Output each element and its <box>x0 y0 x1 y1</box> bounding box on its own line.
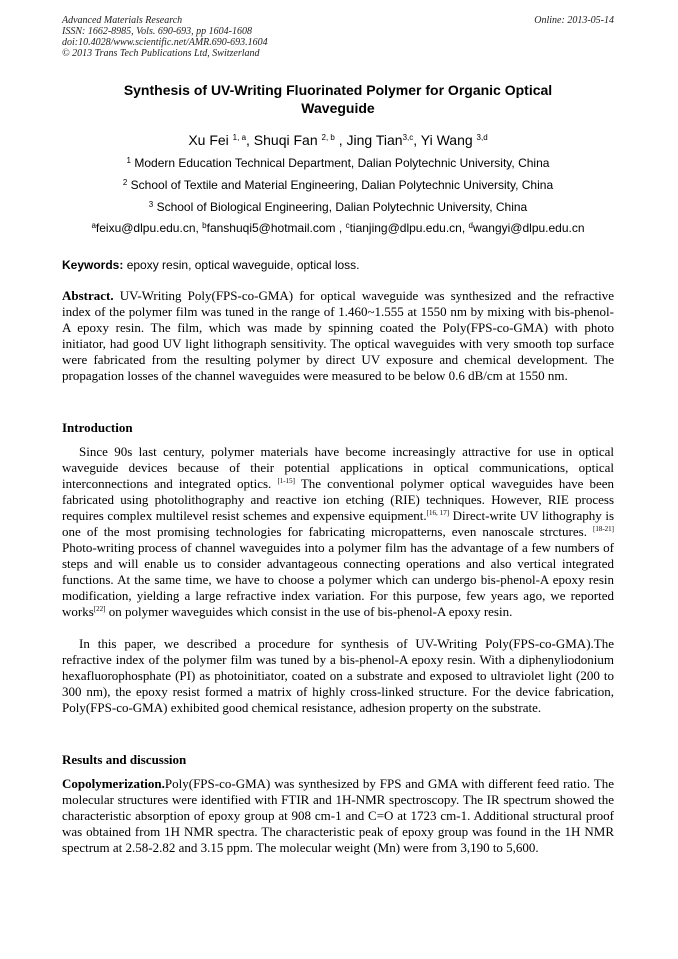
affiliation-text: School of Textile and Material Engineering, Dalian Polytechnic University, China <box>130 178 554 192</box>
journal-copyright: © 2013 Trans Tech Publications Ltd, Switzerland <box>62 48 260 59</box>
email-link[interactable]: fanshuqi5@hotmail.com <box>206 221 336 235</box>
journal-header <box>62 15 268 59</box>
journal-name: Advanced Materials Research <box>62 15 183 26</box>
introduction-paragraph-1 <box>62 444 614 620</box>
author-list: Xu Fei $^{1, a}$, Shuqi Fan $^{2, b}$ , Jing Tian$^{3,c}$, Yi Wang $^{3,d}$ <box>188 132 488 148</box>
affiliation <box>62 178 614 192</box>
email-link[interactable]: tianjing@dlpu.edu.cn <box>349 221 462 235</box>
paragraph-text: Poly(FPS-co-GMA) was synthesized by FPS and GMA with different feed ratio. The molecular structures were identified with FTIR and 1H-NMR spectroscopy. The IR spectrum showed the characteristic absorption of epoxy group at 908 cm-1 and C=O at 1723 cm-1. Additional structural proof was obtained from 1H NMR spectra. The characteristic peak of epoxy group was found in the 1H NMR spectrum at 2.58-2.82 and 3.15 ppm. The molecular weight (Mn) were from 3,190 to 5,600. <box>62 776 614 855</box>
journal-doi: doi:10.4028/www.scientific.net/AMR.690-693.1604 <box>62 37 268 48</box>
author-affiliation-marker: 3,d <box>476 133 488 142</box>
affiliation-number: 2 <box>122 178 128 187</box>
author-affiliation-marker: 3,c <box>402 133 414 142</box>
author-affiliation-marker: 1, a <box>232 133 247 142</box>
journal-issn: ISSN: 1662-8985, Vols. 690-693, pp 1604-1608 <box>62 26 252 37</box>
citation-ref: [18-21] <box>593 525 614 533</box>
results-paragraph <box>62 776 614 856</box>
email-marker: d <box>468 221 473 230</box>
affiliation-number: 1 <box>126 156 131 165</box>
citation-ref: [22] <box>93 605 106 613</box>
section-heading-results: Results and discussion <box>62 752 187 767</box>
paragraph-text: Photo-writing process of channel waveguides into a polymer film has the advantage of a few numbers of steps and will enable us to consider advantageous connecting operations and also vertical integrated functions. At the same time, we have to choose a polymer which can undergo bis-phenol-A epoxy resin modification, yielding a large refractive index variation. For this purpose, few years ago, we reported works <box>62 540 614 619</box>
author-name: Jing Tian <box>346 132 403 148</box>
section-heading-introduction: Introduction <box>62 420 133 435</box>
abstract <box>62 288 614 384</box>
affiliation <box>62 200 614 214</box>
subsection-label: Copolymerization. <box>62 776 165 791</box>
affiliation <box>62 156 614 170</box>
introduction-paragraph-2: In this paper, we described a procedure for synthesis of UV-Writing Poly(FPS-co-GMA).The refractive index of the polymer film was tuned by a bis-phenol-A epoxy resin. With a diphenyliodonium hexafluorophosphate (PI) as photoinitiator, coated on a substrate and exposed to ultraviolet light (200 to 300 nm), the epoxy resist formed a matrix of highly cross-linked structure. For the device fabrication, Poly(FPS-co-GMA) exhibited good chemical resistance, adhesion property on the substrate. <box>62 636 614 715</box>
author-name: Shuqi Fan <box>253 132 318 148</box>
author-name: Yi Wang <box>420 132 473 148</box>
author-name: Xu Fei <box>188 132 229 148</box>
citation-ref: [1-15] <box>277 477 295 485</box>
affiliation-number: 3 <box>148 200 154 209</box>
keywords <box>62 258 614 272</box>
title-line-1: Synthesis of UV-Writing Fluorinated Polymer for Organic Optical <box>123 82 553 98</box>
email-marker: c <box>345 221 350 230</box>
email-link[interactable]: wangyi@dlpu.edu.cn <box>472 221 585 235</box>
affiliation-text: Modern Education Technical Department, Dalian Polytechnic University, China <box>134 156 550 170</box>
paragraph-text: Since 90s last century, polymer materials have become increasingly attractive for use in optical waveguide devices because of their potential applications in optical communications, optical interconnections and integrated optics. <box>62 444 614 491</box>
paragraph-text: on polymer waveguides which consist in the use of bis-phenol-A epoxy resin. <box>108 604 513 619</box>
online-date: Online: 2013-05-14 <box>534 15 614 26</box>
paper-title <box>62 81 614 117</box>
abstract-label: Abstract. <box>62 288 114 303</box>
paragraph-text: The conventional polymer optical waveguides have been fabricated using photolithography and reactive ion etching (RIE) techniques. However, RIE process requires complex multilevel resist schemes and expensive equipment. <box>62 476 615 523</box>
email-link[interactable]: feixu@dlpu.edu.cn <box>95 221 196 235</box>
affiliation-text: School of Biological Engineering, Dalian Polytechnic University, China <box>156 200 528 214</box>
title-line-2: Waveguide <box>301 100 375 116</box>
keywords-text: epoxy resin, optical waveguide, optical loss. <box>126 258 360 272</box>
citation-ref: [16, 17] <box>426 509 450 517</box>
author-affiliation-marker: 2, b <box>321 133 335 142</box>
abstract-text: UV-Writing Poly(FPS-co-GMA) for optical waveguide was synthesized and the refractive index of the polymer film was tuned in the range of 1.460~1.555 at 1550 nm by mixing with bis-phenol-A epoxy resin. The film, which was made by spinning coated the Poly(FPS-co-GMA) with photo initiator, had good UV light lithograph sensitivity. The optical waveguides with very smooth top surface were fabricated from the resulting polymer by direct UV exposure and chemical development. The propagation losses of the channel waveguides were measured to be below 0.6 dB/cm at 1550 nm. <box>62 288 614 383</box>
email-marker: b <box>202 221 207 230</box>
email-marker: a <box>91 221 96 230</box>
paragraph-text: Direct-write UV lithography is one of the most promising technologies for fabricating micropatterns, even nanoscale strctures. <box>62 508 615 539</box>
keywords-label: Keywords: <box>62 258 124 272</box>
author-emails: $^a$feixu@dlpu.edu.cn, $^b$fanshuqi5@hotmail.com , $^c$tianjing@dlpu.edu.cn, $^d$wangyi@dlpu.edu.cn <box>91 221 585 235</box>
